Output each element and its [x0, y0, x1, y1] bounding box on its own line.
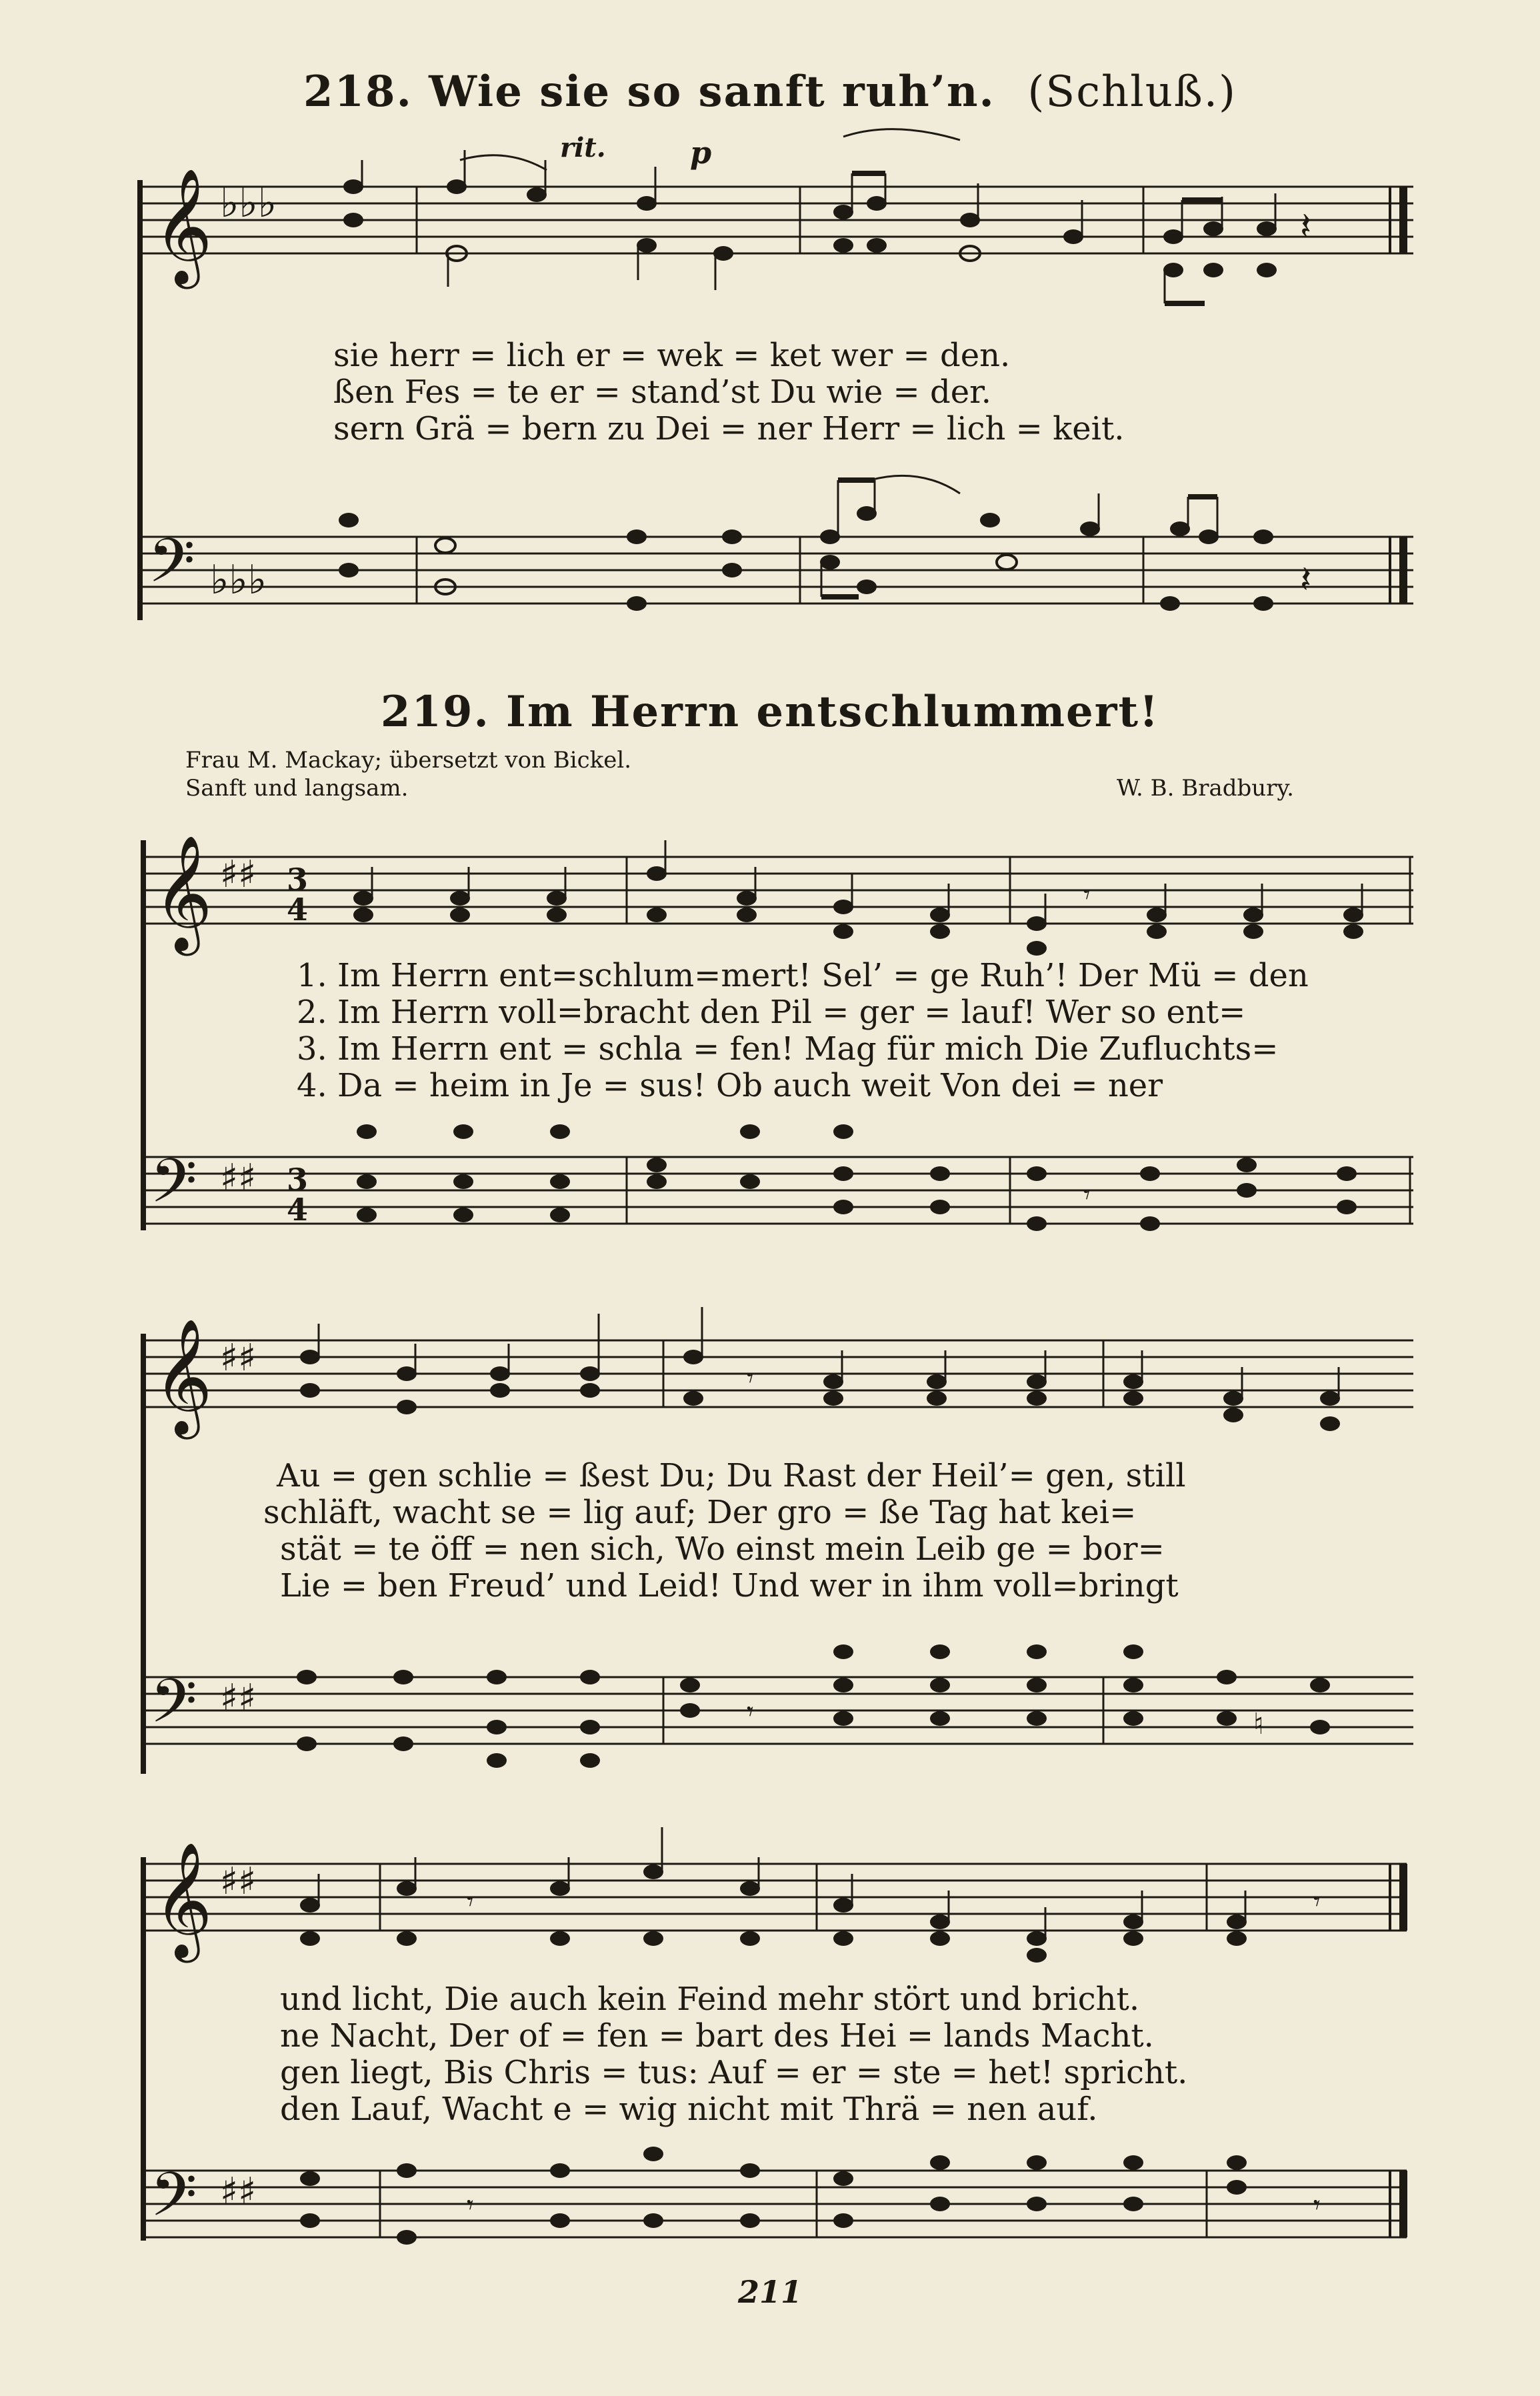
svg-text:𝄞: 𝄞	[153, 1318, 213, 1434]
page-number: 211	[737, 2274, 803, 2310]
svg-text:♮: ♮	[1253, 1707, 1264, 1741]
hymn-218-subtitle: (Schluß.)	[1027, 67, 1237, 117]
hymn-219-verse-2-line-1: 2. Im Herrn voll=bracht den Pil = ger = lauf! Wer so ent=	[297, 994, 1246, 1031]
svg-text:𝄞: 𝄞	[153, 835, 213, 951]
svg-text:𝄾: 𝄾	[467, 1887, 474, 1917]
svg-text:𝄾: 𝄾	[1313, 2190, 1321, 2221]
svg-text:♯♯: ♯♯	[220, 2170, 257, 2213]
hymn-219-verse-2-line-3: ne Nacht, Der of = fen = bart des Hei = lands Macht.	[280, 2017, 1154, 2055]
hymn-219-composer: W. B. Bradbury.	[1117, 775, 1294, 802]
svg-text:♭♭♭: ♭♭♭	[210, 557, 267, 604]
svg-text:𝄢: 𝄢	[150, 1146, 197, 1231]
svg-text:𝄾: 𝄾	[1083, 880, 1091, 910]
hymn-219-verse-1-line-2: Au = gen schlie = ßest Du; Du Rast der Heil’= gen, still	[277, 1457, 1186, 1494]
svg-text:𝄽: 𝄽	[1300, 205, 1312, 248]
hymn-219-verse-3-line-1: 3. Im Herrn ent = schla = fen! Mag für mich Die Zufluchts=	[297, 1030, 1279, 1068]
hymn-219-verse-4-line-3: den Lauf, Wacht e = wig nicht mit Thrä = nen auf.	[280, 2091, 1098, 2128]
hymn-219-verse-4-line-2: Lie = ben Freud’ und Leid! Und wer in ihm voll=bringt	[280, 1567, 1179, 1604]
svg-text:♯♯: ♯♯	[220, 853, 257, 896]
hymn-218-bass-staff	[140, 537, 1413, 604]
bass-time-signature-top: 3	[287, 1162, 309, 1198]
hymn-219-verse-1-line-3: und licht, Die auch kein Feind mehr stört und bricht.	[280, 1981, 1140, 2018]
svg-text:𝄾: 𝄾	[1313, 1887, 1321, 1917]
hymn-219-title: 219. Im Herrn entschlummert!	[380, 687, 1160, 737]
svg-text:𝄞: 𝄞	[153, 1842, 213, 1958]
hymn-218-treble-stems	[362, 150, 1275, 303]
svg-text:𝄾: 𝄾	[747, 1363, 754, 1394]
time-signature-bottom: 4	[287, 892, 309, 928]
svg-text:𝄞: 𝄞	[153, 168, 213, 284]
hymn-219-author: Frau M. Mackay; übersetzt von Bickel.	[185, 747, 632, 774]
hymn-218-title-text: 218. Wie sie so sanft ruh’n.	[303, 67, 995, 117]
svg-text:𝄢: 𝄢	[150, 1666, 197, 1751]
time-signature-top: 3	[287, 862, 309, 898]
hymn-219-tempo: Sanft und langsam.	[185, 775, 409, 802]
svg-text:♯♯: ♯♯	[220, 1860, 257, 1903]
svg-text:𝄾: 𝄾	[1083, 1180, 1091, 1210]
hymn-218-rit-marking: rit.	[560, 132, 606, 163]
svg-text:𝄢: 𝄢	[150, 2159, 197, 2245]
bass-time-signature-bottom: 4	[287, 1192, 309, 1228]
hymn-218-bass-notes	[339, 506, 1273, 611]
hymn-219-verse-1-line-1: 1. Im Herrn ent=schlum=mert! Sel’ = ge Ruh’! Der Mü = den	[297, 957, 1309, 994]
hymn-219-verse-3-line-2: stät = te öff = nen sich, Wo einst mein Leib ge = bor=	[280, 1530, 1165, 1568]
hymn-218-title	[0, 67, 1540, 117]
hymn-218-lyric-line: ßen Fes = te er = stand’st Du wie = der.	[333, 373, 992, 411]
svg-text:𝄽: 𝄽	[1300, 558, 1312, 602]
hymn-218-lyric-line: sie herr = lich er = wek = ket wer = den.	[333, 337, 1011, 374]
svg-text:𝄾: 𝄾	[467, 2190, 474, 2221]
svg-text:𝄾: 𝄾	[747, 1696, 754, 1727]
hymn-218-dynamic-marking: p	[690, 135, 712, 171]
svg-text:♯♯: ♯♯	[220, 1676, 257, 1720]
hymn-218-lyric-line: sern Grä = bern zu Dei = ner Herr = lich = keit.	[333, 410, 1125, 447]
svg-text:♯♯: ♯♯	[220, 1336, 257, 1380]
svg-text:♯♯: ♯♯	[220, 1156, 257, 1200]
hymn-218-treble-notes	[343, 179, 1277, 277]
svg-text:♭♭♭: ♭♭♭	[220, 180, 277, 227]
hymn-219-verse-4-line-1: 4. Da = heim in Je = sus! Ob auch weit Von dei = ner	[297, 1067, 1163, 1104]
hymn-219-verse-2-line-2: schläft, wacht se = lig auf; Der gro = ße Tag hat kei=	[263, 1494, 1137, 1531]
svg-text:𝄢: 𝄢	[148, 525, 195, 611]
hymn-219-verse-3-line-3: gen liegt, Bis Chris = tus: Auf = er = ste = het! spricht.	[280, 2054, 1188, 2091]
